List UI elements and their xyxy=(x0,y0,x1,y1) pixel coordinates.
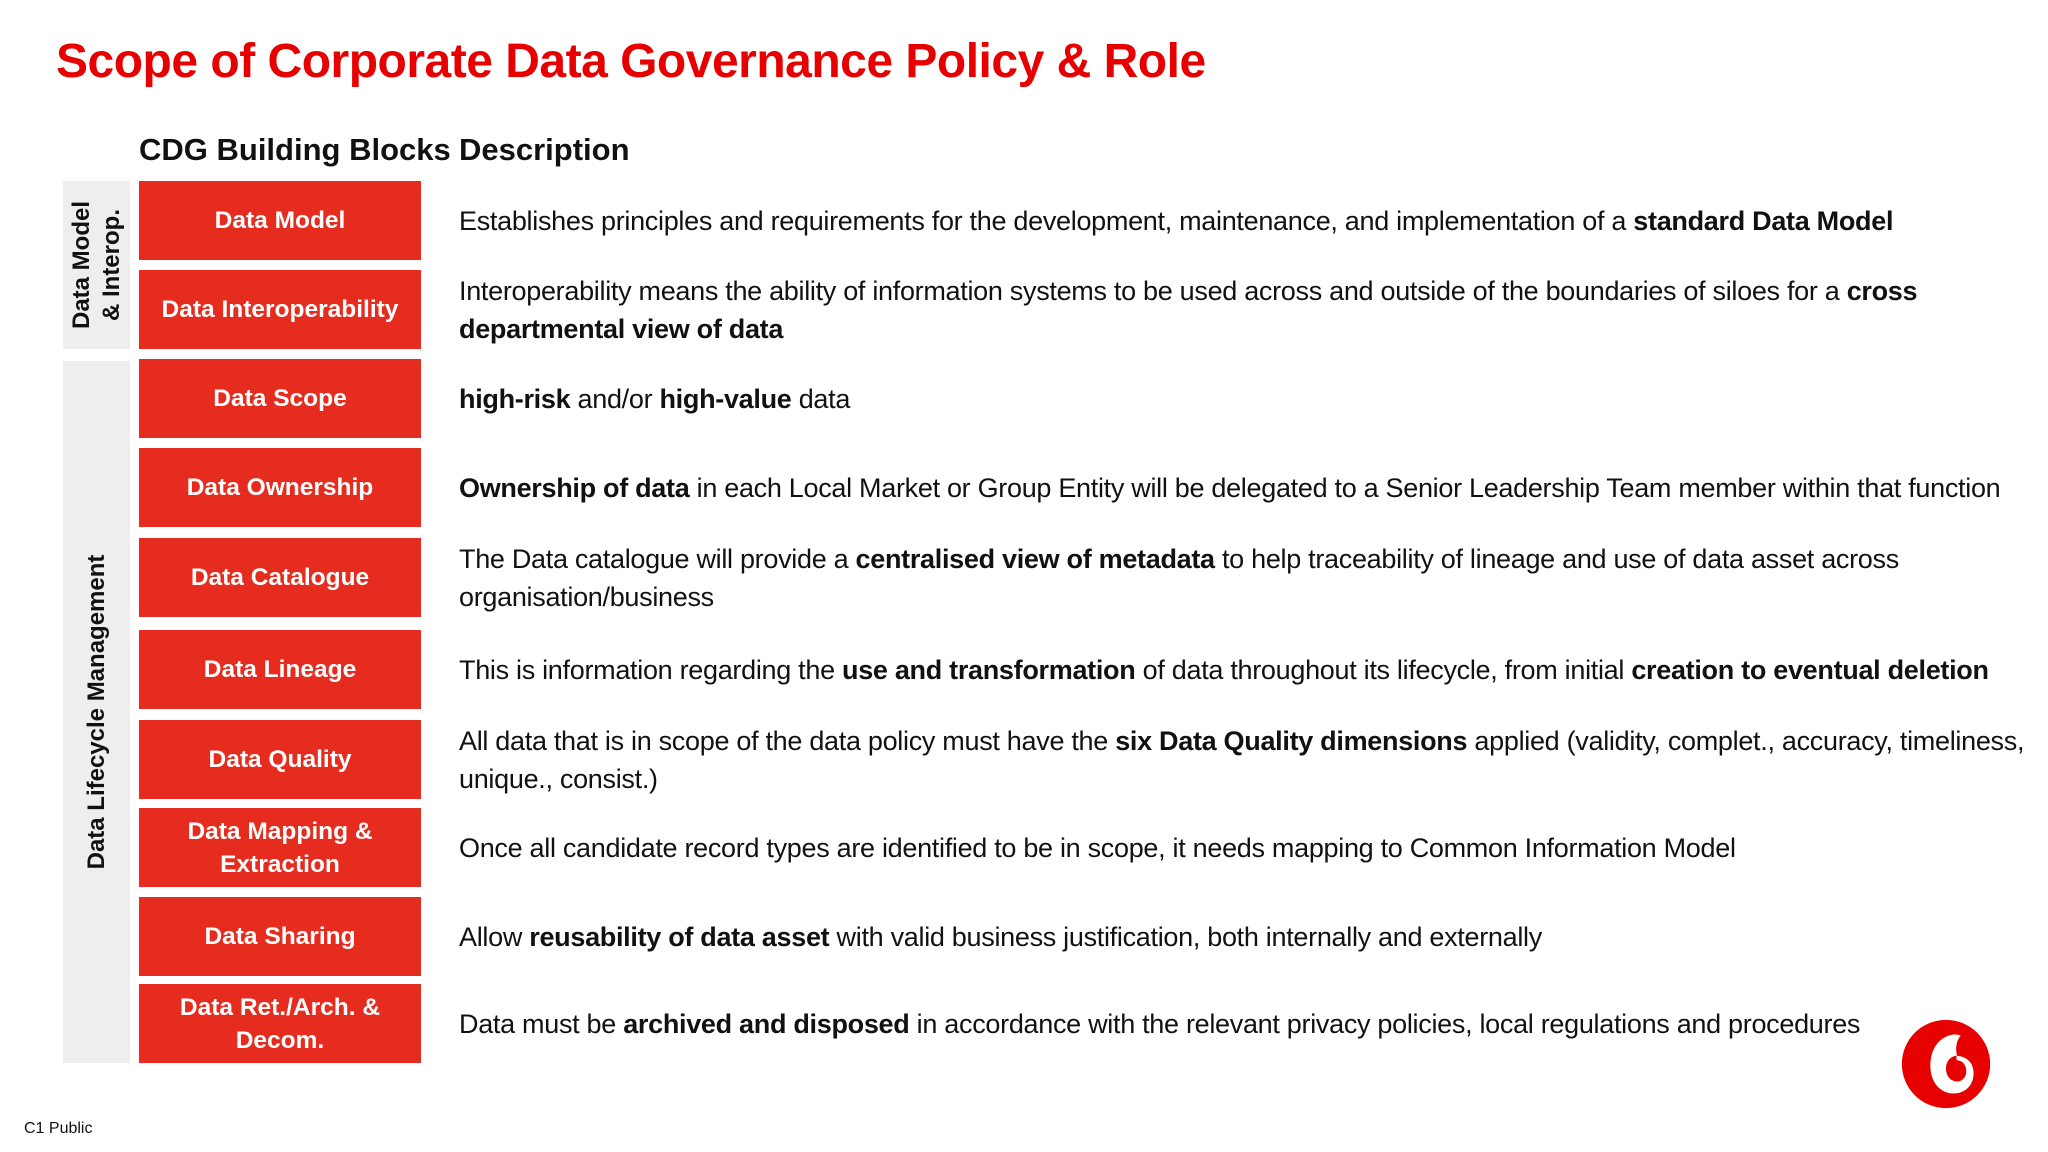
desc-bold-segment: creation to eventual deletion xyxy=(1631,654,1989,685)
desc-bold-segment: high-risk xyxy=(459,383,571,414)
classification-label: C1 Public xyxy=(24,1120,93,1137)
desc-segment: Once all candidate record types are identified to be in scope, it needs mapping to Common Information Model xyxy=(459,832,1736,863)
column-header-description: Description xyxy=(459,132,630,167)
desc-segment: The Data catalogue will provide a xyxy=(459,543,856,574)
desc-segment: in each Local Market or Group Entity will be delegated to a Senior Leadership Team member within that function xyxy=(689,472,2001,503)
block-data-interoperability: Data Interoperability xyxy=(139,270,421,349)
desc-bold-segment: Ownership of data xyxy=(459,472,690,503)
block-data-sharing: Data Sharing xyxy=(139,897,421,976)
desc-data-mapping-extraction xyxy=(459,808,2048,887)
page-title: Scope of Corporate Data Governance Policy & Role xyxy=(56,35,1206,88)
desc-text xyxy=(459,272,2048,348)
desc-segment: to help traceability of lineage and use of data asset across organisation/business xyxy=(459,543,1899,612)
desc-text xyxy=(459,469,2000,507)
desc-data-sharing xyxy=(459,897,2048,976)
desc-segment: in accordance with the relevant privacy policies, local regulations and procedures xyxy=(909,1008,1861,1039)
desc-data-catalogue xyxy=(459,538,2048,617)
group-data-model-interop xyxy=(63,181,130,349)
block-data-lineage: Data Lineage xyxy=(139,630,421,709)
block-data-model: Data Model xyxy=(139,181,421,260)
desc-segment: and/or xyxy=(570,383,660,414)
vodafone-logo-icon xyxy=(1900,1018,1992,1110)
desc-segment: All data that is in scope of the data policy must have the xyxy=(459,725,1116,756)
desc-data-retention xyxy=(459,984,2048,1063)
desc-data-lineage xyxy=(459,630,2048,709)
desc-data-scope xyxy=(459,359,2048,438)
desc-text xyxy=(459,380,850,418)
desc-text xyxy=(459,540,2048,616)
desc-bold-segment: use and transformation xyxy=(842,654,1136,685)
block-data-quality: Data Quality xyxy=(139,720,421,799)
block-data-ownership: Data Ownership xyxy=(139,448,421,527)
column-header-building-blocks: CDG Building Blocks xyxy=(139,132,451,167)
desc-data-ownership xyxy=(459,448,2048,527)
desc-bold-segment: reusability of data asset xyxy=(529,921,830,952)
desc-segment: Allow xyxy=(459,921,530,952)
desc-text xyxy=(459,918,1542,956)
desc-bold-segment: centralised view of metadata xyxy=(855,543,1215,574)
block-data-mapping-extraction: Data Mapping & Extraction xyxy=(139,808,421,887)
desc-segment: This is information regarding the xyxy=(459,654,842,685)
desc-segment: data xyxy=(791,383,851,414)
desc-bold-segment: archived and disposed xyxy=(623,1008,910,1039)
desc-bold-segment: high-value xyxy=(659,383,792,414)
desc-segment: applied (validity, complet., accuracy, timeliness, unique., consist.) xyxy=(459,725,2025,794)
group-label-lifecycle: Data Lifecycle Management xyxy=(82,554,110,870)
desc-segment: Establishes principles and requirements for the development, maintenance, and implementation of a xyxy=(459,205,1634,236)
group-label-interop: Data Model & Interop. xyxy=(67,200,125,330)
desc-text xyxy=(459,829,1736,867)
group-data-lifecycle xyxy=(63,361,130,1063)
block-data-catalogue: Data Catalogue xyxy=(139,538,421,617)
desc-text xyxy=(459,202,1893,240)
desc-data-model xyxy=(459,181,2048,260)
desc-text xyxy=(459,722,2048,798)
desc-bold-segment: standard Data Model xyxy=(1633,205,1894,236)
desc-text xyxy=(459,651,1989,689)
block-data-retention: Data Ret./Arch. & Decom. xyxy=(139,984,421,1063)
desc-segment: Data must be xyxy=(459,1008,624,1039)
desc-bold-segment: cross departmental view of data xyxy=(459,275,1918,344)
desc-segment: with valid business justification, both internally and externally xyxy=(829,921,1542,952)
block-data-scope: Data Scope xyxy=(139,359,421,438)
desc-text xyxy=(459,1005,1860,1043)
desc-data-quality xyxy=(459,720,2048,799)
desc-segment: of data throughout its lifecycle, from initial xyxy=(1135,654,1632,685)
desc-data-interoperability xyxy=(459,270,2048,349)
desc-segment: Interoperability means the ability of information systems to be used across and outside of the boundaries of siloes for a xyxy=(459,275,1847,306)
desc-bold-segment: six Data Quality dimensions xyxy=(1115,725,1468,756)
